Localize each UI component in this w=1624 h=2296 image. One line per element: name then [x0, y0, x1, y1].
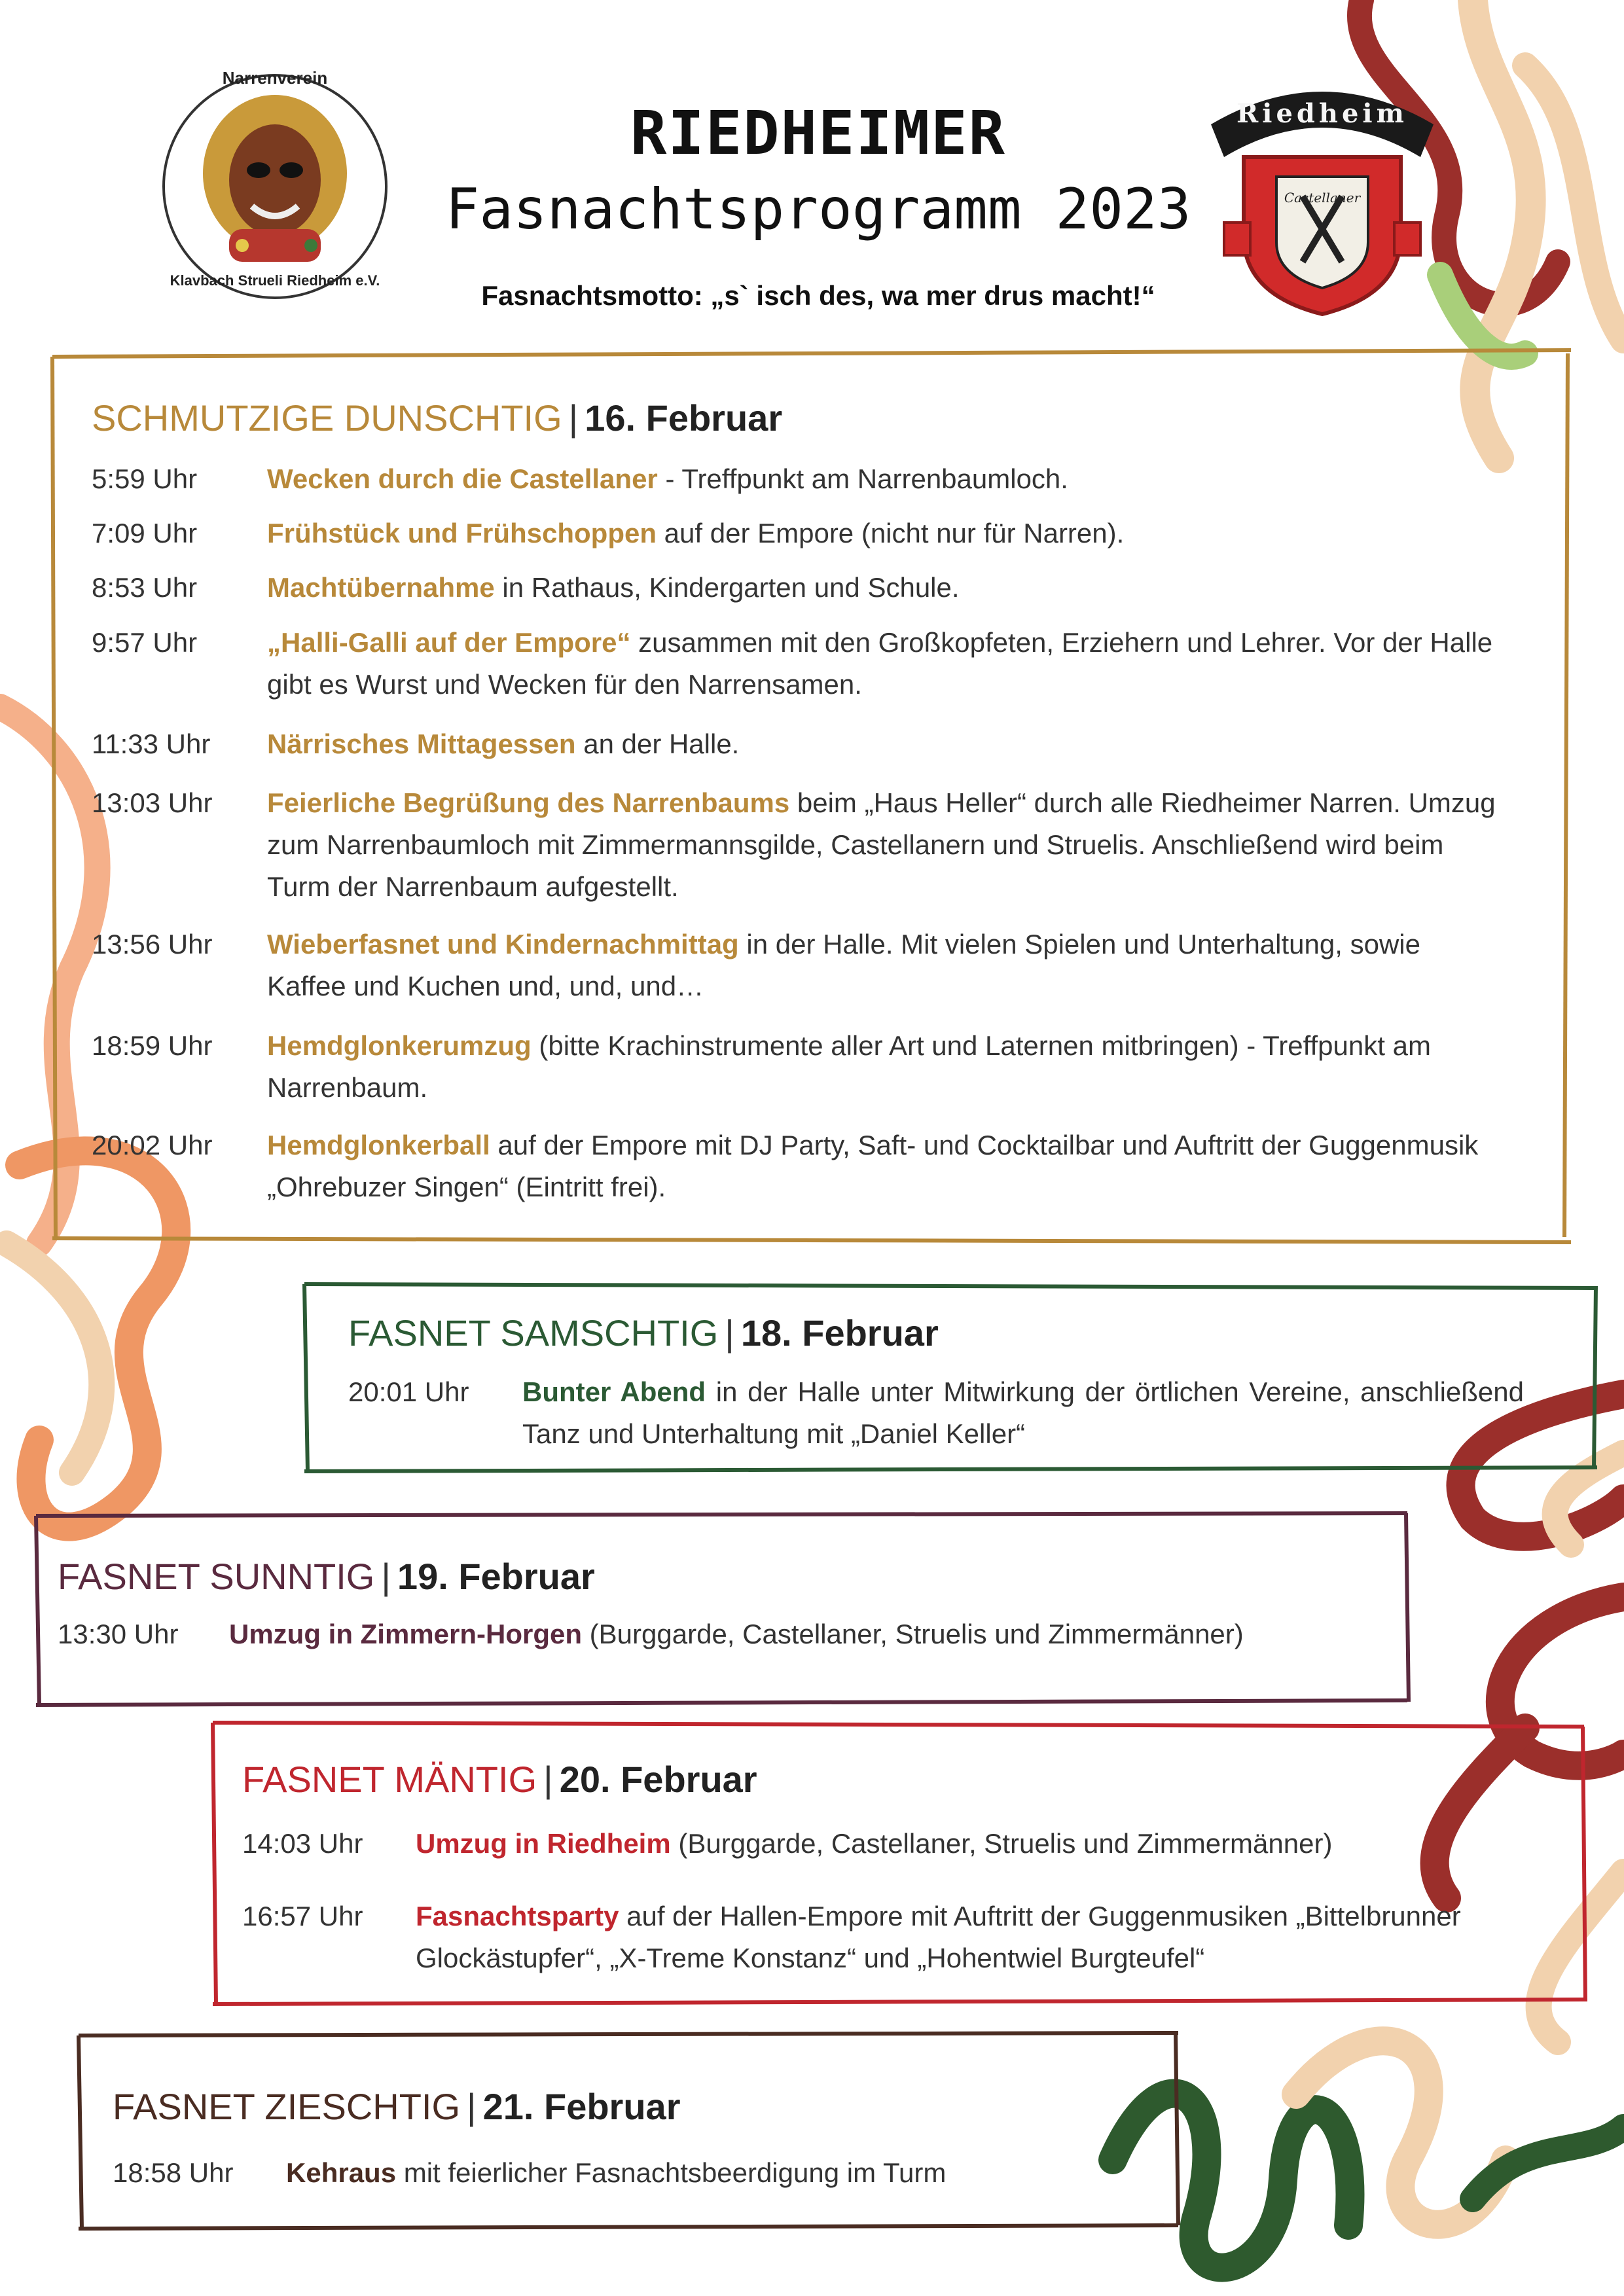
section-separator: | [543, 1759, 553, 1800]
event-description [267, 924, 1432, 1007]
section-date: 19. Februar [397, 1556, 595, 1597]
logo-right-banner-text: Riedheim [1236, 98, 1408, 129]
section-date: 16. Februar [585, 397, 783, 439]
event-highlight: Närrisches Mittagessen [267, 728, 576, 759]
event-description [416, 1823, 1568, 1865]
event-description [267, 622, 1532, 706]
section-heading [92, 397, 782, 439]
section-date: 21. Februar [482, 2086, 681, 2127]
event-text: - Treffpunkt am Narrenbaumloch. [657, 463, 1068, 494]
section-day: FASNET SAMSCHTIG [348, 1312, 719, 1354]
event-highlight: Umzug in Zimmern-Horgen [229, 1619, 583, 1649]
event-highlight: Bunter Abend [522, 1376, 706, 1407]
narrenverein-logo [157, 65, 393, 308]
event-text: an der Halle. [575, 728, 740, 759]
event-row [242, 1823, 1571, 1865]
event-text: in Rathaus, Kindergarten und Schule. [494, 572, 960, 603]
event-text: mit feierlicher Fasnachtsbeerdigung im Turm [396, 2157, 947, 2188]
event-description [267, 458, 1532, 500]
event-text: (Burggarde, Castellaner, Struelis und Zimmermänner) [582, 1619, 1244, 1649]
event-time: 18:58 Uhr [113, 2157, 234, 2188]
event-row [242, 1895, 1571, 1979]
logo-left-bottom-text: Klavbach Strueli Riedheim e.V. [170, 272, 380, 289]
page-title: RIEDHEIMER [630, 98, 1006, 168]
event-description [267, 782, 1498, 908]
event-time: 14:03 Uhr [242, 1828, 363, 1859]
logo-left-top-text: Narrenverein [222, 68, 328, 88]
motto: Fasnachtsmotto: „s` isch des, wa mer drus macht!“ [481, 280, 1155, 311]
event-description [267, 723, 1532, 765]
event-row [113, 2152, 1160, 2194]
section-separator: | [381, 1556, 391, 1597]
section-heading [242, 1758, 757, 1801]
event-row [92, 723, 1532, 765]
event-row [92, 458, 1532, 500]
event-row [92, 924, 1532, 1007]
event-highlight: Machtübernahme [267, 572, 495, 603]
mask-icon [157, 65, 393, 308]
event-highlight: „Halli-Galli auf der Empore“ [267, 627, 631, 658]
event-time: 16:57 Uhr [242, 1901, 363, 1931]
event-row [92, 1025, 1532, 1109]
event-highlight: Hemdglonkerball [267, 1130, 490, 1160]
event-description [286, 2152, 1157, 2194]
section-separator: | [568, 397, 579, 439]
event-description [522, 1371, 1524, 1455]
event-text: in der Halle. Mit vielen Spielen und Unterhaltung, sowie Kaffee und Kuchen und, und, und… [267, 929, 1420, 1001]
event-time: 9:57 Uhr [92, 627, 198, 658]
event-text: auf der Empore mit DJ Party, Saft- und Cocktailbar und Auftritt der Guggenmusik „Ohrebuzer Singen“ (Eintritt frei). [267, 1130, 1479, 1202]
event-time: 20:02 Uhr [92, 1130, 213, 1160]
event-text: auf der Hallen-Empore mit Auftritt der Guggenmusiken „Bittelbrunner Glockästupfer“, „X-Treme Konstanz“ und „Hohentwiel Burgteufel“ [416, 1901, 1461, 1973]
event-time: 20:01 Uhr [348, 1376, 469, 1407]
event-row [92, 567, 1532, 609]
event-description [229, 1613, 1388, 1655]
event-text: in der Halle unter Mitwirkung der örtlichen Vereine, anschließend Tanz und Unterhaltung mit „Daniel Keller“ [522, 1376, 1524, 1449]
event-highlight: Fasnachtsparty [416, 1901, 619, 1931]
event-time: 7:09 Uhr [92, 518, 198, 548]
section-separator: | [725, 1312, 734, 1354]
event-description [267, 1124, 1532, 1208]
event-text: beim „Haus Heller“ durch alle Riedheimer Narren. Umzug zum Narrenbaumloch mit Zimmermannsgilde, Castellanern und Struelis. Anschließend wird beim Turm der Narrenbaum aufgestellt. [267, 787, 1496, 902]
event-time: 13:30 Uhr [58, 1619, 179, 1649]
section-date: 20. Februar [559, 1759, 757, 1800]
event-time: 5:59 Uhr [92, 463, 198, 494]
event-highlight: Kehraus [286, 2157, 397, 2188]
event-highlight: Hemdglonkerumzug [267, 1030, 532, 1061]
event-row [348, 1371, 1526, 1455]
event-time: 13:03 Uhr [92, 787, 213, 818]
section-day: FASNET MÄNTIG [242, 1759, 537, 1800]
event-text: (Burggarde, Castellaner, Struelis und Zimmermänner) [670, 1828, 1333, 1859]
event-description [416, 1895, 1568, 1979]
event-row [58, 1613, 1393, 1655]
event-time: 13:56 Uhr [92, 929, 213, 960]
event-highlight: Wecken durch die Castellaner [267, 463, 658, 494]
section-day: FASNET SUNNTIG [58, 1556, 375, 1597]
event-time: 11:33 Uhr [92, 728, 211, 759]
section-heading [58, 1555, 595, 1598]
section-date: 18. Februar [740, 1312, 939, 1354]
event-row [92, 512, 1532, 554]
section-heading [348, 1312, 939, 1354]
event-text: auf der Empore (nicht nur für Narren). [657, 518, 1125, 548]
event-highlight: Wieberfasnet und Kindernachmittag [267, 929, 739, 960]
event-highlight: Frühstück und Frühschoppen [267, 518, 657, 548]
event-description [267, 1025, 1532, 1109]
section-day: FASNET ZIESCHTIG [113, 2086, 461, 2127]
event-row [92, 1124, 1532, 1208]
section-separator: | [467, 2086, 477, 2127]
event-text: zusammen mit den Großkopfeten, Erziehern und Lehrer. Vor der Halle gibt es Wurst und Wecken für den Narrensamen. [267, 627, 1493, 700]
section-day: SCHMUTZIGE DUNSCHTIG [92, 397, 562, 439]
section-heading [113, 2085, 681, 2128]
event-highlight: Umzug in Riedheim [416, 1828, 671, 1859]
event-text: (bitte Krachinstrumente aller Art und Laternen mitbringen) - Treffpunkt am Narrenbaum. [267, 1030, 1431, 1103]
event-time: 8:53 Uhr [92, 572, 198, 603]
event-row [92, 782, 1532, 908]
event-highlight: Feierliche Begrüßung des Narrenbaums [267, 787, 790, 818]
page-subtitle: Fasnachtsprogramm 2023 [445, 177, 1191, 242]
event-time: 18:59 Uhr [92, 1030, 213, 1061]
event-row [92, 622, 1532, 706]
event-description [267, 567, 1532, 609]
event-description [267, 512, 1532, 554]
logo-right-shield-text: Castellaner [1284, 190, 1361, 206]
